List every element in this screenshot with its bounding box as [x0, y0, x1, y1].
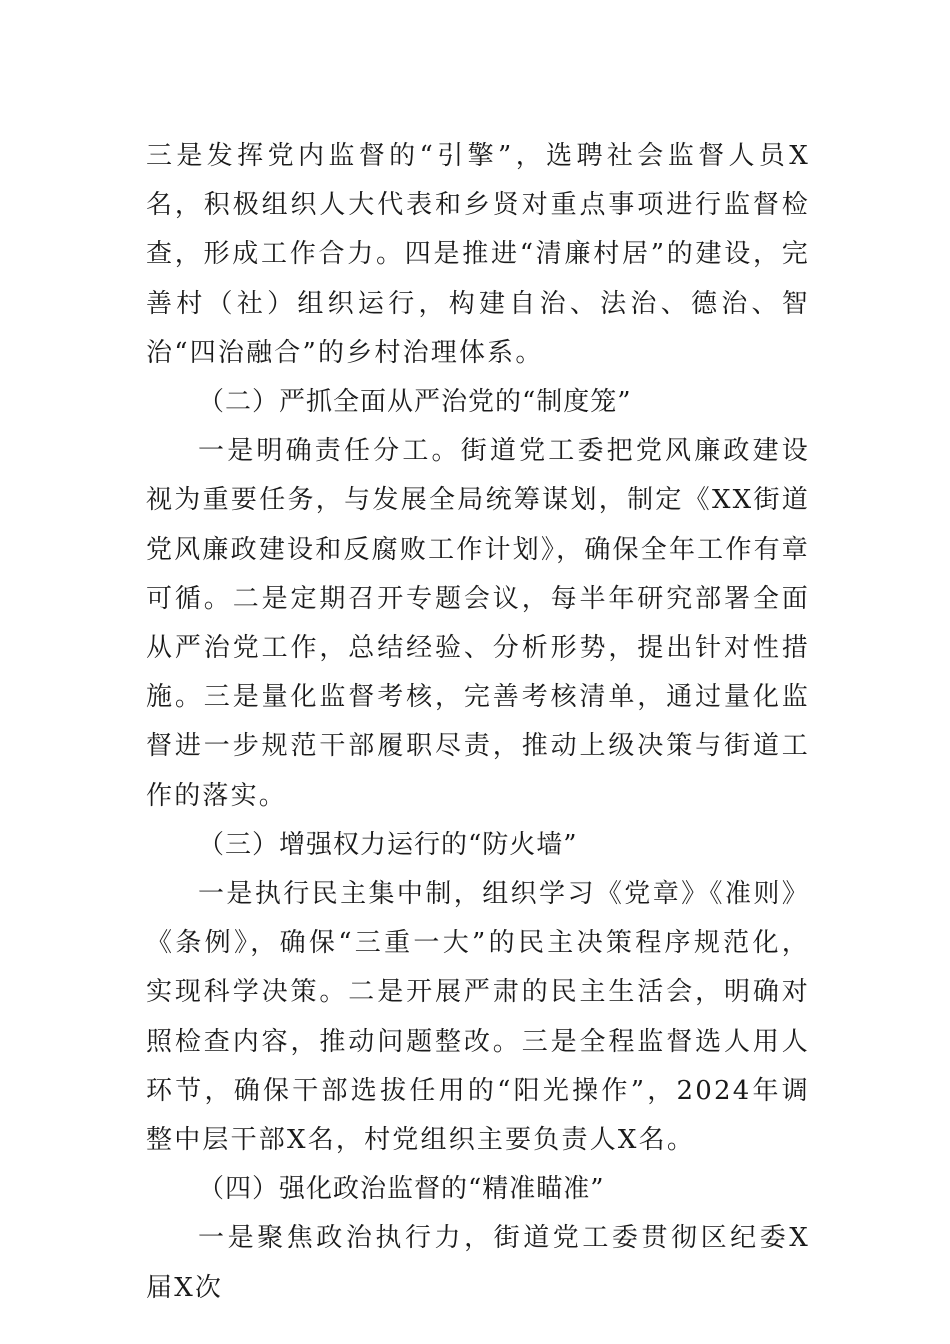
- section-heading-3: （三）增强权力运行的“防火墙”: [198, 829, 578, 860]
- section-heading-4: （四）强化政治监督的“精准瞄准”: [198, 1174, 605, 1205]
- paragraph-section-4: 一是聚焦政治执行力，街道党工委贯彻区纪委X届X次: [146, 1223, 810, 1303]
- paragraph-section-2: 一是明确责任分工。街道党工委把党风廉政建设视为重要任务，与发展全局统筹谋划，制定《XX街道党风廉政建设和反腐败工作计划》，确保全年工作有章可循。二是定期召开专题会议，每半年研究部署全面从严治党工作，总结经验、分析形势，提出针对性措施。三是量化监督考核，完善考核清单，通过量化监督进一步规范干部履职尽责，推动上级决策与街道工作的落实。: [146, 436, 810, 811]
- paragraph-continuation: 三是发挥党内监督的“引擎”，选聘社会监督人员X名，积极组织人大代表和乡贤对重点事项进行监督检查，形成工作合力。四是推进“清廉村居”的建设，完善村（社）组织运行，构建自治、法治、德治、智治“四治融合”的乡村治理体系。: [146, 141, 810, 368]
- document-body: [146, 132, 810, 1313]
- section-heading-2: （二）严抓全面从严治党的“制度笼”: [198, 387, 632, 418]
- paragraph-section-3: 一是执行民主集中制，组织学习《党章》《准则》《条例》，确保“三重一大”的民主决策程序规范化，实现科学决策。二是开展严肃的民主生活会，明确对照检查内容，推动问题整改。三是全程监督选人用人环节，确保干部选拔任用的“阳光操作”，2024年调整中层干部X名，村党组织主要负责人X名。: [146, 879, 810, 1156]
